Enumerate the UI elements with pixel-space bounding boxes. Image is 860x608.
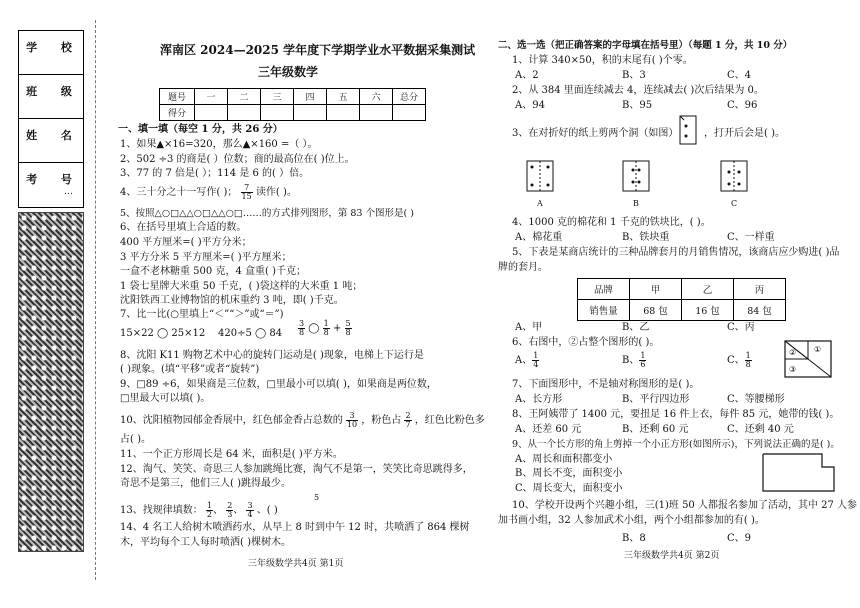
fraction: [639, 352, 646, 369]
fraction: [298, 320, 305, 337]
section2-title: 二、选一选（把正确答案的字母填在括号里）（每题 1 分，共 10 分）: [498, 40, 793, 51]
folded-paper-icon: [678, 114, 700, 148]
cut-rectangle-figure: [762, 453, 836, 493]
name-label: 姓 名: [26, 129, 82, 142]
q1-10d: 占( )。: [120, 434, 151, 445]
q2-5-option-b[interactable]: B、乙: [622, 322, 650, 333]
option-letter: B、: [622, 355, 640, 366]
score-cell[interactable]: [360, 105, 393, 121]
sales-header-row: [578, 279, 786, 300]
q2-8-option-a[interactable]: A、还差 60 元: [515, 424, 582, 435]
q1-8b: ( )现象。(填“平移”或者“旋转”): [120, 364, 260, 375]
q1-6e: 沈阳铁西工业博物馆的机床重约 3 吨，即( )千克。: [120, 295, 344, 306]
q1-12b: 奇思不是第三，他们三人( )跳得最少。: [120, 478, 291, 489]
q2-3b: ，打开后会是( )。: [704, 128, 785, 139]
q1-10-part-c: ，红色比粉色多: [414, 415, 485, 426]
score-table: [159, 88, 426, 121]
q2-2-option-a[interactable]: A、94: [515, 100, 545, 111]
score-row-label: 得分: [160, 105, 195, 121]
q2-3: 3、在对折好的纸上剪两个洞（如图）: [512, 128, 679, 139]
sales-header-cell: 乙: [682, 279, 734, 300]
fraction-numerator: 2: [227, 501, 233, 510]
fraction-denominator: 8: [323, 328, 329, 337]
q2-9-option-c[interactable]: C、周长变大，面积变小: [515, 483, 623, 494]
q2-6-option-b[interactable]: [622, 352, 646, 369]
sales-cell: 84 包: [734, 300, 786, 321]
q1-6d: 1 袋七星牌大米重 50 千克，( )袋这样的大米重 1 吨；: [120, 281, 363, 292]
fraction-denominator: 8: [745, 360, 751, 369]
q2-1-option-a[interactable]: A、2: [515, 70, 539, 81]
q2-8-option-c[interactable]: C、还剩 40 元: [727, 424, 794, 435]
q1-6c: 一盒不老林糖重 500 克，4 盒重( )千克；: [120, 266, 306, 277]
exam-no-label: 考 号: [26, 173, 82, 186]
q1-7: 7、比一比(○里填上“＜”“＞”或“＝”): [120, 309, 284, 320]
q1-6b: 3 平方分米 5 平方厘米=( )平方厘米；: [120, 252, 292, 263]
q1-2: 2、502 ÷3 的商是( ）位数；商的最高位在( )位上。: [120, 154, 355, 165]
score-header-cell: 二: [228, 89, 261, 105]
q2-4-option-b[interactable]: B、铁块重: [622, 232, 670, 243]
school-field: [19, 31, 83, 75]
fraction-numerator: 3: [346, 412, 358, 421]
name-field: [19, 119, 83, 163]
q1-13-tail: 5: [314, 493, 320, 502]
q1-9b: □里最大可以填( )。: [120, 393, 211, 404]
score-cell[interactable]: [228, 105, 261, 121]
class-label: 班 级: [26, 85, 82, 98]
q2-5-option-a[interactable]: A、甲: [515, 322, 543, 333]
fraction: [323, 320, 330, 337]
score-cell[interactable]: [327, 105, 360, 121]
fraction-numerator: 3: [247, 501, 253, 510]
fraction: [532, 352, 539, 369]
fraction-denominator: 7: [405, 420, 411, 429]
q2-9-option-b[interactable]: B、周长不变，面积变小: [515, 468, 623, 479]
option-letter: C、: [727, 355, 745, 366]
q2-9-option-a[interactable]: A、周长和面积都变小: [515, 454, 613, 465]
sales-table: [577, 278, 786, 321]
score-cell[interactable]: [195, 105, 228, 121]
fig-label-3: ③: [789, 365, 797, 374]
fraction-numerator: 1: [323, 319, 329, 328]
score-header-cell: 题号: [160, 89, 195, 105]
plus-sign: +: [332, 323, 342, 334]
q1-3: 3、77 的 7 倍是( ）；114 是 6 的( ）倍。: [120, 168, 310, 179]
fraction-numerator: 7: [241, 184, 253, 193]
page-title: 浑南区 2024—2025 学年度下学期学业水平数据采集测试: [160, 43, 476, 57]
q2-4: 4、1000 克的棉花和 1 千克的铁块比，( )。: [512, 217, 711, 228]
q2-10-option-c[interactable]: C、9: [727, 533, 752, 544]
score-row: [160, 105, 426, 121]
q1-14b: 木，平均每个工人每时喷洒( )棵树木。: [120, 537, 291, 548]
q1-4-part-b: 读作( )。: [255, 187, 297, 198]
strip-dots: …: [64, 187, 73, 197]
student-info-box: [18, 30, 84, 208]
option-letter: A、: [515, 355, 533, 366]
q1-7c: [298, 320, 352, 337]
q2-3-label-a: A: [537, 199, 543, 208]
q2-10-option-b[interactable]: B、8: [622, 533, 646, 544]
q2-6-option-a[interactable]: [515, 352, 539, 369]
q2-5-option-c[interactable]: C、丙: [727, 322, 755, 333]
q2-7-option-b[interactable]: B、平行四边形: [622, 394, 690, 405]
page-footer-1: 三年级数学共4页 第1页: [248, 559, 344, 569]
fraction: [346, 412, 358, 429]
option-b-paper-icon[interactable]: [622, 160, 650, 192]
fig-label-1: ①: [814, 345, 822, 354]
page-subtitle: 三年级数学: [258, 65, 319, 79]
q2-8-option-b[interactable]: B、还剩 60 元: [622, 424, 689, 435]
q2-6-option-c[interactable]: [727, 352, 752, 369]
q1-13: 13、找规律填数： $\frac{1}{2}$ 、 $\frac{2}{3}$ 、 $\frac{3}{4}$ 、( ): [120, 501, 278, 519]
q2-3-label-c: C: [731, 199, 738, 208]
fraction-denominator: 2: [206, 510, 213, 519]
score-cell[interactable]: [261, 105, 294, 121]
q1-13-part-b: 、( ): [256, 505, 278, 516]
exam-no-field: [19, 163, 83, 207]
q1-10-part-b: ，粉色占: [361, 415, 402, 426]
sales-data-row: [578, 300, 786, 321]
sales-cell: 16 包: [682, 300, 734, 321]
q2-4-option-a[interactable]: A、棉花重: [515, 232, 563, 243]
sales-header-cell: 品牌: [578, 279, 630, 300]
fraction: [241, 184, 253, 201]
q2-2-option-b[interactable]: B、95: [622, 100, 653, 111]
q1-9a: 9、□89 ÷6，如果商是三位数，□里最小可以填( )，如果商是两位数，: [120, 379, 437, 390]
option-c-paper-icon[interactable]: [720, 160, 748, 192]
q1-11: 11、一个正方形周长是 64 米，面积是( )平方米。: [120, 449, 343, 460]
fraction-numerator: 1: [206, 501, 213, 510]
q1-14a: 14、4 名工人给树木喷洒药水，从早上 8 时到中午 12 时，共喷洒了 864 棵树: [120, 522, 470, 533]
fraction-numerator: 3: [299, 319, 305, 328]
fraction-denominator: 3: [227, 510, 233, 519]
fig-label-2: ②: [789, 348, 797, 357]
fraction: [246, 502, 253, 519]
fraction: [206, 502, 213, 519]
security-pattern: [18, 212, 84, 552]
fraction-numerator: 5: [345, 319, 351, 328]
q1-10-part-a: 10、沈阳植物园郁金香展中，红色郁金香占总数的: [120, 415, 343, 426]
binding-line: [95, 20, 96, 580]
q1-8a: 8、沈阳 K11 购物艺术中心的旋转门运动是( )现象，电梯上下运行是: [120, 350, 424, 361]
q2-5b: 牌的套月。: [498, 262, 548, 273]
fraction: [345, 320, 352, 337]
fraction: [226, 502, 233, 519]
section1-title: 一、填一填（每空 1 分，共 26 分）: [118, 124, 283, 135]
school-label: 学 校: [26, 41, 82, 54]
q2-10a: 10、学校开设两个兴趣小组，三(1)班 50 人都报名参加了活动，其中 27 人参: [512, 500, 858, 511]
sales-header-cell: 丙: [734, 279, 786, 300]
score-cell[interactable]: [393, 105, 426, 121]
option-a-paper-icon[interactable]: [526, 160, 554, 192]
q1-7a: 15×22 ◯ 25×12: [120, 328, 206, 339]
q2-5a: 5、下表是某商店统计的三种品牌套月的月销售情况，该商店应少购进( )品: [512, 247, 840, 258]
q1-5: 5、按照△○□△△○□△△○□……的方式排列图形，第 83 个图形是( ): [120, 208, 414, 219]
q2-3-label-b: B: [633, 199, 639, 208]
q2-7-option-a[interactable]: A、长方形: [515, 394, 563, 405]
q1-4: [120, 184, 297, 201]
fraction-numerator: 1: [745, 351, 751, 360]
class-field: [19, 75, 83, 119]
q2-4-option-c[interactable]: C、一样重: [727, 232, 775, 243]
fraction: [745, 352, 752, 369]
q1-6: 6、在括号里填上合适的数。: [120, 222, 247, 233]
fraction-denominator: 4: [533, 360, 539, 369]
q2-8: 8、王阿姨带了 1400 元，要扭足 16 件上衣，每件 85 元，她带的钱( )。: [512, 409, 840, 420]
fraction-numerator: 1: [533, 351, 539, 360]
score-header-cell: 四: [294, 89, 327, 105]
q2-7: 7、下面图形中，不是轴对称图形的是( )。: [512, 379, 700, 390]
q1-1: 1、如果▲×16=320，那么▲×160 =（ ）。: [120, 139, 318, 150]
q2-1: 1、计算 340×50，积的末尾有( )个零。: [512, 55, 693, 66]
compare-circle[interactable]: ◯: [308, 323, 320, 334]
fraction-denominator: 8: [299, 328, 305, 337]
fraction: [404, 412, 411, 429]
score-header-cell: 总分: [393, 89, 426, 105]
q2-10b: 加书画小组，32 人参加武术小组，两个小组都参加的有( )。: [498, 515, 765, 526]
q2-1-option-c[interactable]: C、4: [727, 70, 752, 81]
q1-6a: 400 平方厘米=( )平方分米；: [120, 237, 252, 248]
q1-10: [120, 412, 485, 429]
divided-square-figure: [784, 340, 832, 378]
sales-header-cell: 甲: [630, 279, 682, 300]
score-header-cell: 六: [360, 89, 393, 105]
fraction-denominator: 15: [241, 192, 252, 201]
score-header-cell: 一: [195, 89, 228, 105]
fraction-numerator: 1: [640, 351, 646, 360]
score-header-cell: 三: [261, 89, 294, 105]
q1-7b: 420÷5 ◯ 84: [218, 328, 283, 339]
q2-6: 6、右图中，②占整个图形的( )。: [512, 337, 660, 348]
fraction-denominator: 8: [345, 328, 351, 337]
q2-9: 9、从一个长方形的角上剪掉一个小正方形(如图所示)，下列说法正确的是( )。: [512, 439, 840, 450]
q1-12a: 12、淘气、笑笑、奇思三人参加跳绳比赛，淘气不是第一，笑笑比奇思跳得多，: [120, 464, 473, 475]
q2-2-option-c[interactable]: C、96: [727, 100, 758, 111]
q2-2: 2、从 384 里面连续减去 4，连续减去( )次后结果为 0。: [512, 85, 764, 96]
sales-cell: 销售量: [578, 300, 630, 321]
q2-7-option-c[interactable]: C、等腰梯形: [727, 394, 785, 405]
q1-13-part-a: 13、找规律填数：: [120, 505, 203, 516]
fraction-numerator: 2: [405, 411, 411, 420]
score-header-cell: 五: [327, 89, 360, 105]
fraction-denominator: 6: [640, 360, 646, 369]
fraction-denominator: 4: [247, 510, 253, 519]
score-cell[interactable]: [294, 105, 327, 121]
fraction-denominator: 10: [346, 420, 358, 429]
sales-cell: 68 包: [630, 300, 682, 321]
page-footer-2: 三年级数学共4页 第2页: [624, 551, 720, 561]
score-header-row: [160, 89, 426, 105]
q1-4-part-a: 4、三十分之十一写作( )；: [120, 187, 238, 198]
q2-1-option-b[interactable]: B、3: [622, 70, 646, 81]
